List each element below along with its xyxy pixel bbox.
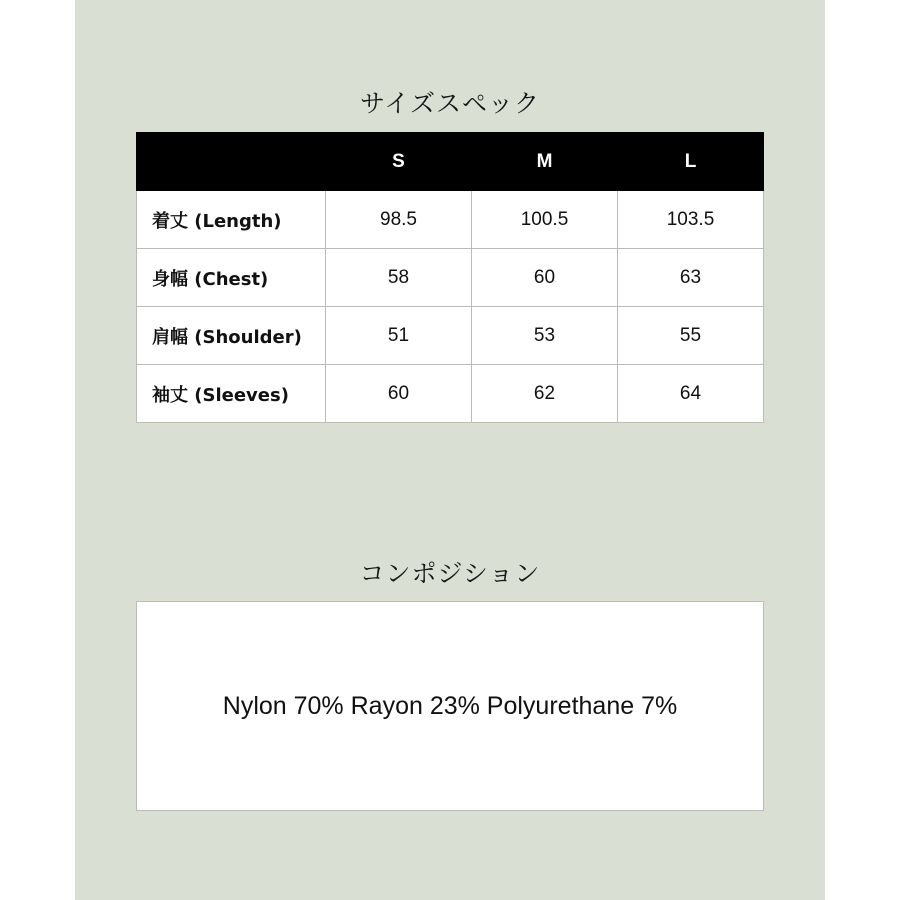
content-panel <box>75 0 825 900</box>
table-cell: 55 <box>618 307 764 365</box>
table-row <box>137 365 764 423</box>
header-cell-s: S <box>326 133 472 191</box>
table-cell: 53 <box>472 307 618 365</box>
composition-text: Nylon 70% Rayon 23% Polyurethane 7% <box>222 691 678 720</box>
table-cell: 100.5 <box>472 191 618 249</box>
table-row <box>137 249 764 307</box>
row-label-chest: 身幅 (Chest) <box>137 249 326 307</box>
table-cell: 63 <box>618 249 764 307</box>
table-cell: 58 <box>326 249 472 307</box>
table-cell: 51 <box>326 307 472 365</box>
header-cell-m: M <box>472 133 618 191</box>
table-cell: 64 <box>618 365 764 423</box>
table-row <box>137 191 764 249</box>
table-cell: 103.5 <box>618 191 764 249</box>
row-label-shoulder: 肩幅 (Shoulder) <box>137 307 326 365</box>
table-row <box>137 307 764 365</box>
table-cell: 60 <box>472 249 618 307</box>
size-spec-table <box>136 132 764 423</box>
table-cell: 62 <box>472 365 618 423</box>
composition-box <box>136 601 764 811</box>
header-cell-l: L <box>618 133 764 191</box>
table-cell: 60 <box>326 365 472 423</box>
row-label-length: 着丈 (Length) <box>137 191 326 249</box>
row-label-sleeves: 袖丈 (Sleeves) <box>137 365 326 423</box>
size-spec-title: サイズスペック <box>359 89 540 118</box>
table-cell: 98.5 <box>326 191 472 249</box>
header-cell-empty <box>137 133 326 191</box>
table-header-row <box>137 133 764 191</box>
composition-title: コンポジション <box>359 559 541 588</box>
